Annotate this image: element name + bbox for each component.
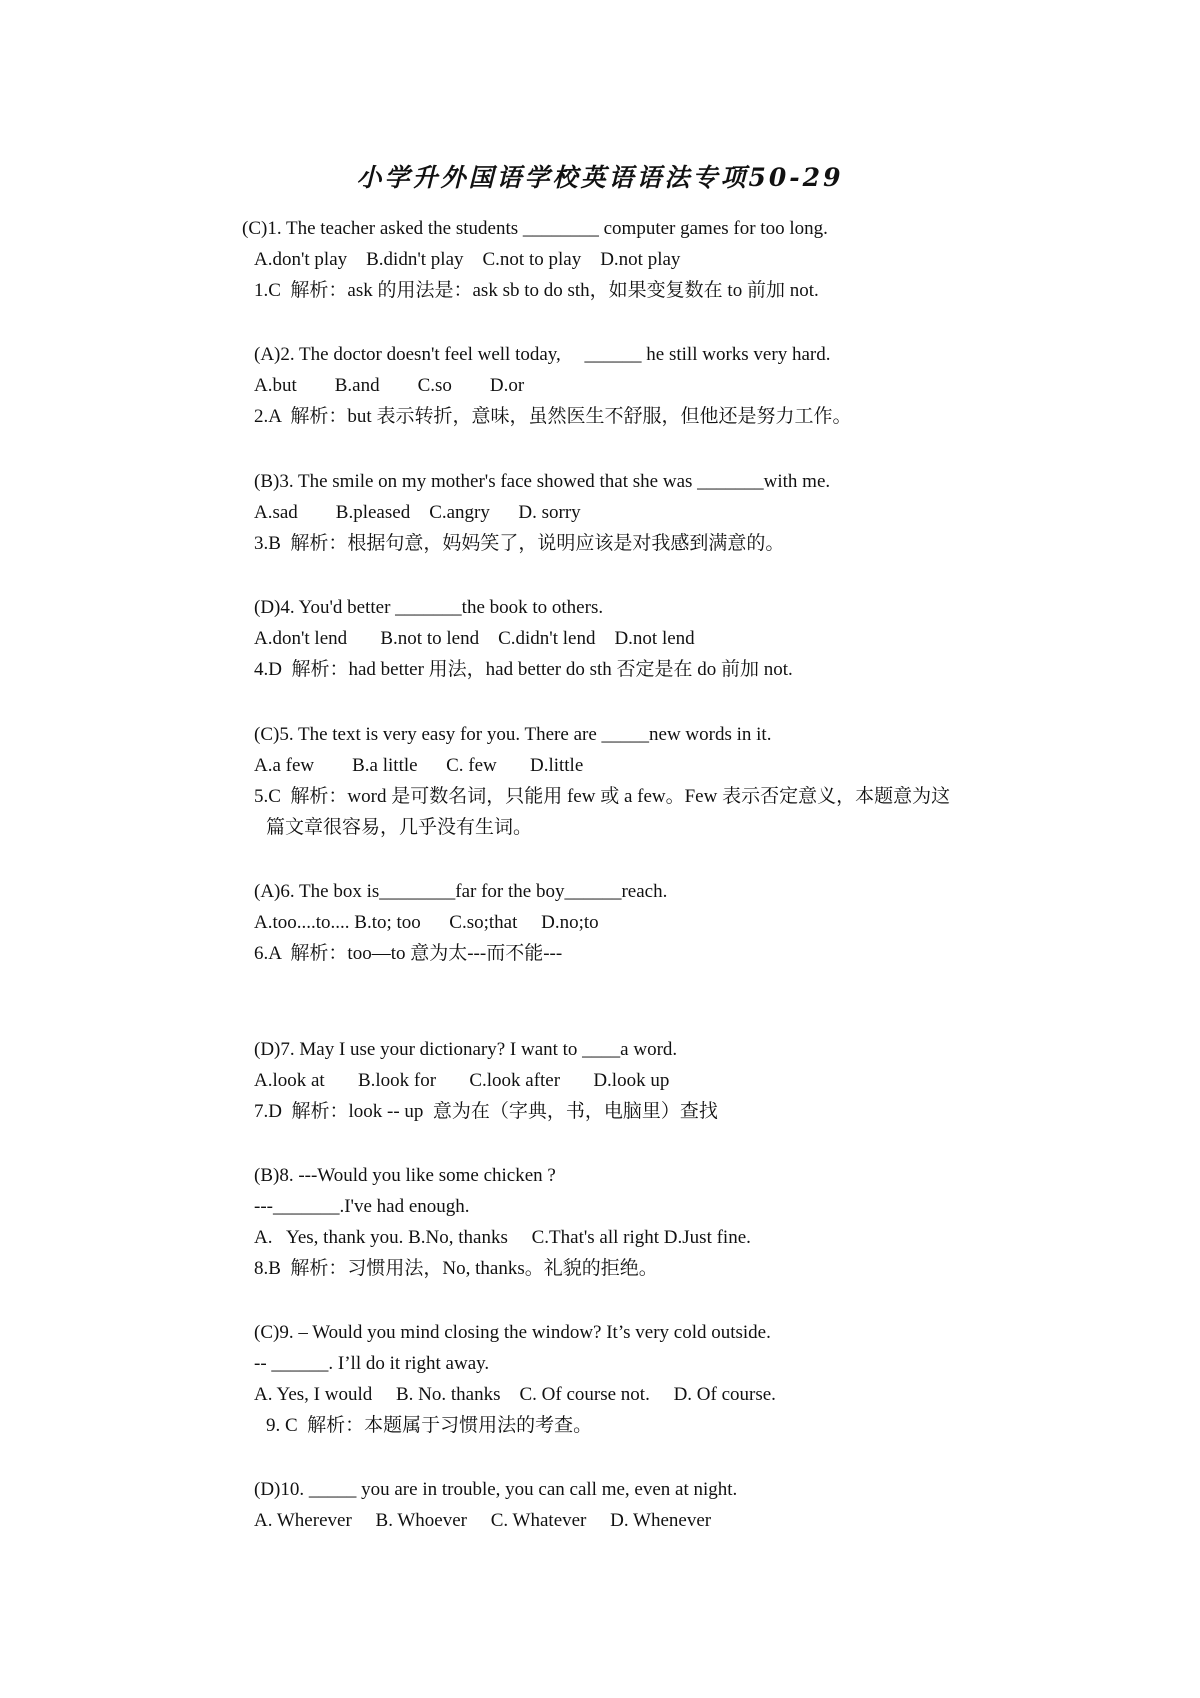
question-analysis: 4.D 解析：had better 用法，had better do sth 否定是在 do 前加 not.: [254, 659, 793, 680]
question-options: A.but B.and C.so D.or: [254, 375, 525, 396]
question-stem: (C)1. The teacher asked the students ________ computer games for too long.: [242, 218, 828, 239]
question-analysis: 8.B 解析：习惯用法，No, thanks。礼貌的拒绝。: [254, 1258, 658, 1279]
question-stem: (C)5. The text is very easy for you. There are _____new words in it.: [254, 724, 772, 745]
question-7: [254, 1034, 718, 1127]
question-analysis: 7.D 解析：look -- up 意为在（字典，书，电脑里）查找: [254, 1101, 718, 1122]
question-analysis-continued: 篇文章很容易，几乎没有生词。: [266, 817, 533, 838]
question-4: [254, 592, 793, 685]
question-options: A.a few B.a little C. few D.little: [254, 755, 584, 776]
question-stem: (D)4. You'd better _______the book to others.: [254, 597, 604, 618]
question-analysis: 3.B 解析：根据句意，妈妈笑了，说明应该是对我感到满意的。: [254, 533, 785, 554]
question-3: [254, 466, 830, 559]
question-options: A. Yes, I would B. No. thanks C. Of course not. D. Of course.: [254, 1384, 776, 1405]
question-options: A.don't lend B.not to lend C.didn't lend D.not lend: [254, 628, 695, 649]
question-options: A.sad B.pleased C.angry D. sorry: [254, 502, 581, 523]
question-stem-reply: -- ______. I’ll do it right away.: [254, 1353, 490, 1374]
question-6: [254, 876, 667, 969]
question-analysis: 6.A 解析：too—to 意为太---而不能---: [254, 943, 563, 964]
question-stem: (A)2. The doctor doesn't feel well today, ______ he still works very hard.: [254, 344, 831, 365]
question-5: [254, 719, 950, 843]
question-stem: (B)3. The smile on my mother's face showed that she was _______with me.: [254, 471, 831, 492]
question-stem: (A)6. The box is________far for the boy______reach.: [254, 881, 668, 902]
question-2: [254, 339, 851, 432]
question-9: [254, 1317, 776, 1441]
question-stem: (B)8. ---Would you like some chicken ?: [254, 1165, 556, 1186]
question-8: [254, 1160, 751, 1284]
question-analysis: 9. C 解析：本题属于习惯用法的考查。: [266, 1415, 593, 1436]
question-options: A. Wherever B. Whoever C. Whatever D. Whenever: [254, 1510, 712, 1531]
question-analysis: 1.C 解析：ask 的用法是：ask sb to do sth，如果变复数在 to 前加 not.: [254, 280, 819, 301]
question-stem: (D)7. May I use your dictionary? I want to ____a word.: [254, 1039, 678, 1060]
question-analysis: 2.A 解析：but 表示转折，意味，虽然医生不舒服，但他还是努力工作。: [254, 406, 852, 427]
question-options: A.too....to.... B.to; too C.so;that D.no;to: [254, 912, 599, 933]
question-options: A.don't play B.didn't play C.not to play D.not play: [254, 249, 681, 270]
question-options: A. Yes, thank you. B.No, thanks C.That's all right D.Just fine.: [254, 1227, 751, 1248]
question-1: [242, 213, 828, 306]
question-analysis: 5.C 解析：word 是可数名词，只能用 few 或 a few。Few 表示否定意义，本题意为这: [254, 786, 951, 807]
question-options: A.look at B.look for C.look after D.look up: [254, 1070, 670, 1091]
question-stem: (C)9. – Would you mind closing the window? It’s very cold outside.: [254, 1322, 771, 1343]
question-10: [254, 1474, 737, 1536]
question-stem-reply: ---_______.I've had enough.: [254, 1196, 470, 1217]
page-title: 小学升外国语学校英语语法专项50-29: [356, 163, 844, 192]
question-stem: (D)10. _____ you are in trouble, you can call me, even at night.: [254, 1479, 738, 1500]
